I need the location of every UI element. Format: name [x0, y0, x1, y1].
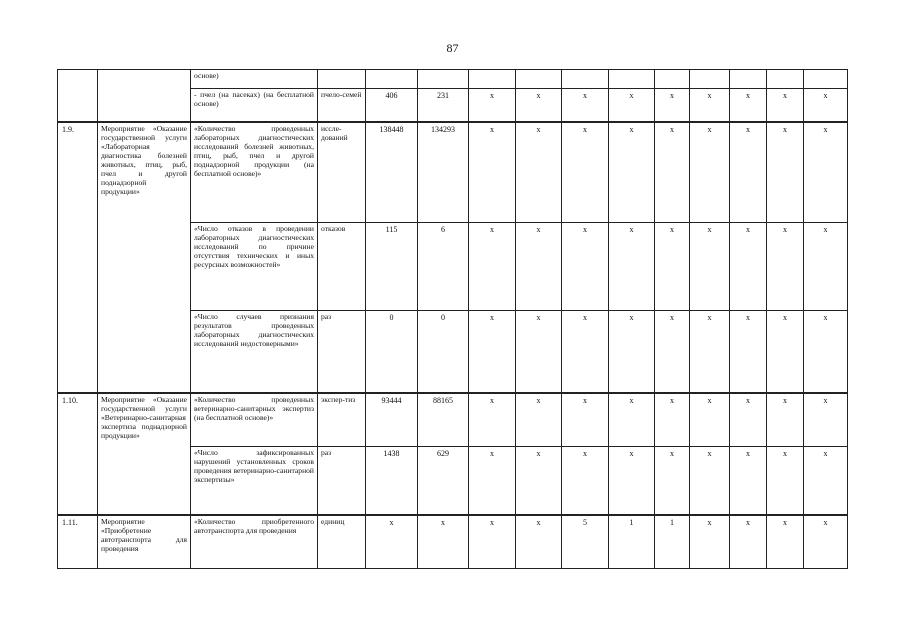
value-cell: х: [562, 311, 609, 394]
value-cell: 231: [418, 89, 469, 123]
value-cell: 138448: [366, 122, 418, 223]
value-cell: х: [767, 393, 804, 447]
value-cell: х: [804, 447, 848, 516]
value-cell: 134293: [418, 122, 469, 223]
value-cell: х: [730, 447, 767, 516]
value-cell: х: [562, 447, 609, 516]
value-cell: х: [418, 515, 469, 569]
value-cell: х: [469, 223, 516, 311]
value-cell: х: [690, 122, 730, 223]
value-cell: 93444: [366, 393, 418, 447]
value-cell: 1: [655, 515, 690, 569]
value-cell: [730, 70, 767, 89]
value-cell: х: [767, 122, 804, 223]
value-cell: х: [562, 89, 609, 123]
value-cell: х: [609, 447, 655, 516]
value-cell: х: [655, 122, 690, 223]
value-cell: [767, 70, 804, 89]
value-cell: [609, 70, 655, 89]
value-cell: х: [690, 89, 730, 123]
indicator-name: «Число зафиксированных нарушений установленных сроков проведения ветеринарно-санитарной экспертизы»: [191, 447, 318, 516]
value-cell: х: [516, 515, 562, 569]
value-cell: х: [655, 393, 690, 447]
table-row: [58, 393, 848, 447]
value-cell: [366, 70, 418, 89]
unit: раз: [318, 311, 366, 394]
unit: [318, 70, 366, 89]
row-index: 1.9.: [58, 122, 98, 393]
value-cell: х: [655, 89, 690, 123]
indicator-name: «Число случаев признания результатов проведенных лабораторных диагностических исследований недостоверными»: [191, 311, 318, 394]
value-cell: х: [655, 223, 690, 311]
value-cell: х: [469, 447, 516, 516]
indicator-name: «Количество проведенных лабораторных диагностических исследований болезней животных, птиц, рыб, пчел и другой поднадзорной продукции (на бесплатной основе)»: [191, 122, 318, 223]
unit: отказов: [318, 223, 366, 311]
table-row: [58, 515, 848, 569]
value-cell: х: [730, 393, 767, 447]
value-cell: 0: [418, 311, 469, 394]
value-cell: х: [562, 122, 609, 223]
value-cell: х: [655, 311, 690, 394]
value-cell: х: [609, 223, 655, 311]
value-cell: х: [655, 447, 690, 516]
unit: экспер-тиз: [318, 393, 366, 447]
value-cell: 115: [366, 223, 418, 311]
value-cell: х: [690, 223, 730, 311]
indicator-name: основе): [191, 70, 318, 89]
measure-name: Мероприятие «Оказание государственной услуги «Ветеринарно-санитарная экспертиза поднадзорной продукции»: [98, 393, 191, 515]
program-indicators-table: [57, 69, 848, 569]
measure-name: [98, 70, 191, 123]
value-cell: х: [469, 393, 516, 447]
row-index: 1.10.: [58, 393, 98, 515]
value-cell: х: [804, 311, 848, 394]
unit: пчело-семей: [318, 89, 366, 123]
value-cell: х: [730, 223, 767, 311]
value-cell: х: [469, 515, 516, 569]
value-cell: 1: [609, 515, 655, 569]
value-cell: х: [804, 393, 848, 447]
measure-name: Мероприятие «Приобретение автотранспорта для проведения: [98, 515, 191, 569]
value-cell: 5: [562, 515, 609, 569]
value-cell: х: [804, 89, 848, 123]
value-cell: 6: [418, 223, 469, 311]
value-cell: 406: [366, 89, 418, 123]
value-cell: х: [730, 311, 767, 394]
value-cell: [655, 70, 690, 89]
value-cell: [516, 70, 562, 89]
value-cell: [469, 70, 516, 89]
value-cell: х: [469, 89, 516, 123]
indicator-name: «Число отказов в проведении лабораторных диагностических исследований по причине отсутствия технических и иных ресурсных возможностей»: [191, 223, 318, 311]
value-cell: [562, 70, 609, 89]
value-cell: х: [609, 122, 655, 223]
row-index: [58, 70, 98, 123]
value-cell: х: [767, 515, 804, 569]
value-cell: х: [767, 223, 804, 311]
unit: раз: [318, 447, 366, 516]
value-cell: х: [609, 393, 655, 447]
value-cell: х: [516, 223, 562, 311]
value-cell: х: [690, 393, 730, 447]
value-cell: х: [730, 122, 767, 223]
value-cell: х: [516, 447, 562, 516]
page-number: 87: [446, 41, 459, 55]
value-cell: х: [767, 89, 804, 123]
value-cell: х: [690, 447, 730, 516]
table-row: [58, 122, 848, 223]
value-cell: 1438: [366, 447, 418, 516]
value-cell: [804, 70, 848, 89]
value-cell: х: [730, 515, 767, 569]
value-cell: 0: [366, 311, 418, 394]
value-cell: х: [804, 122, 848, 223]
value-cell: х: [366, 515, 418, 569]
value-cell: х: [730, 89, 767, 123]
value-cell: х: [767, 447, 804, 516]
indicator-name: «Количество проведенных ветеринарно-санитарных экспертиз (на бесплатной основе)»: [191, 393, 318, 447]
indicator-name: «Количество приобретенного автотранспорта для проведения: [191, 515, 318, 569]
value-cell: х: [516, 89, 562, 123]
value-cell: х: [609, 311, 655, 394]
row-index: 1.11.: [58, 515, 98, 569]
value-cell: х: [516, 122, 562, 223]
value-cell: х: [767, 311, 804, 394]
value-cell: х: [690, 311, 730, 394]
value-cell: 629: [418, 447, 469, 516]
value-cell: [690, 70, 730, 89]
value-cell: 88165: [418, 393, 469, 447]
value-cell: х: [469, 311, 516, 394]
value-cell: х: [690, 515, 730, 569]
value-cell: х: [562, 223, 609, 311]
value-cell: х: [516, 311, 562, 394]
value-cell: х: [804, 515, 848, 569]
value-cell: х: [562, 393, 609, 447]
value-cell: х: [469, 122, 516, 223]
indicator-name: - пчел (на пасеках) (на бесплатной основе): [191, 89, 318, 123]
measure-name: Мероприятие «Оказание государственной услуги «Лабораторная диагностика болезней животных, птиц, рыб, пчел и другой поднадзорной продукции»: [98, 122, 191, 393]
unit: единиц: [318, 515, 366, 569]
value-cell: [418, 70, 469, 89]
value-cell: х: [516, 393, 562, 447]
value-cell: х: [804, 223, 848, 311]
unit: иссле-дований: [318, 122, 366, 223]
value-cell: х: [609, 89, 655, 123]
table-row: [58, 70, 848, 89]
